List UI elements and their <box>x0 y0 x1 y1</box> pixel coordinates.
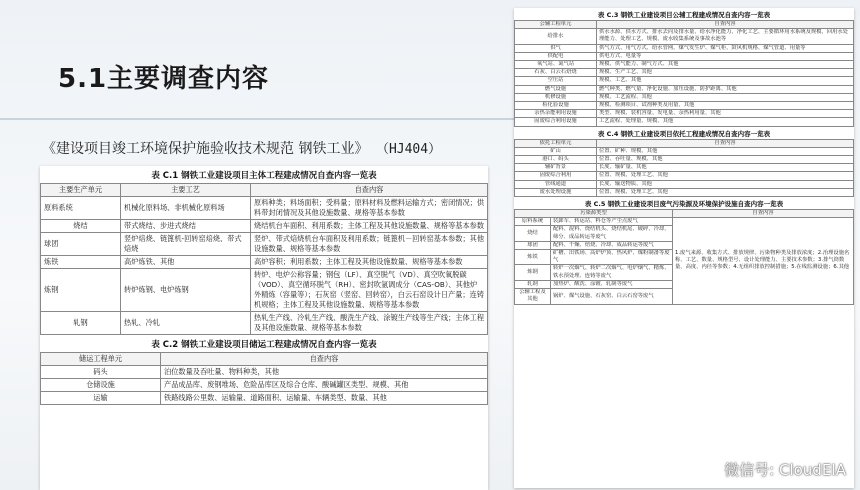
table-c1-caption: 表 C.1 钢铁工业建设项目主体工程建成情况自查内容一览表 <box>151 171 377 181</box>
common-content-cell: 1.废气来源、收集方式、排放规律、污染物种类及排放浓度；2.治理设施名称、工艺、数量、规格型号、设计处理能力、主要技术参数；3.排气筒数量、高度、内径等参数；4.无组织排放控制措施；5.在线监测设施；6.其他 <box>673 218 854 304</box>
table-row <box>41 312 488 335</box>
column-header: 自查内容 <box>161 353 488 366</box>
table-c2-caption: 表 C.2 钢铁工业建设项目储运工程建成情况自查内容一览表 <box>151 340 377 350</box>
table-cell: 供电方式、电量等 <box>597 52 854 60</box>
table-cell: 炼铁 <box>515 250 551 265</box>
table-cell: 机械化原料场、非机械化原料场 <box>121 197 251 220</box>
watermark <box>700 459 846 480</box>
standard-name: 《建设项目竣工环境保护施验收技术规范 钢铁工业》 <box>42 141 369 157</box>
table-cell: 锅炉、煤气设施、石灰窑、白云石窑等废气 <box>551 289 673 304</box>
table-row <box>515 52 854 60</box>
table-cell: 泊位数量及吞吐量、物料种类，其他 <box>161 366 488 379</box>
table-row <box>41 256 488 269</box>
table-cell: 炼钢 <box>41 269 121 312</box>
table-cell: 码头 <box>41 366 161 379</box>
table-cell: 供气 <box>515 44 597 52</box>
table-cell: 给排水 <box>515 29 597 44</box>
table-cell: 配料、干燥、焙烧、冷却、成品转运等废气 <box>551 241 673 249</box>
wechat-icon <box>700 462 718 478</box>
table-cell: 轧钢 <box>515 280 551 288</box>
column-header: 储运工程单元 <box>41 353 161 366</box>
table-cell: 转炉炼钢、电炉炼钢 <box>121 269 251 312</box>
table-row <box>515 69 854 77</box>
table-c2 <box>40 352 488 405</box>
column-header: 自查内容 <box>597 139 854 147</box>
table-row <box>515 164 854 172</box>
table-cell: 烧结 <box>515 226 551 241</box>
table-cell: 公辅工程及其他 <box>515 289 551 304</box>
table-cell: 固废综合利用 <box>515 172 597 180</box>
table-cell: 铁路线路公里数、运输量、道路面积、运输量、车辆类型、数量、其他 <box>161 392 488 405</box>
table-cell: 机修设施 <box>515 93 597 101</box>
table-cell: 港口、码头 <box>515 156 597 164</box>
table-row <box>515 172 854 180</box>
table-c3-caption: 表 C.3 钢铁工业建设项目公辅工程建成情况自查内容一览表 <box>597 11 771 19</box>
table-cell: 燃气种类、燃气量、净化设施、加压设施、防护距离、其他 <box>597 85 854 93</box>
table-cell: 热轧生产线、冷轧生产线、酸洗生产线、涂镀生产线等生产线；主体工程及其他设施数量、规格等基本参数 <box>251 312 488 335</box>
table-cell: 烧结 <box>41 220 121 233</box>
table-cell: 高炉炼铁、其他 <box>121 256 251 269</box>
table-cell: 矿槽、出铁场、高炉炉顶、热风炉、煤粉制备等废气 <box>551 250 673 265</box>
table-row <box>515 77 854 85</box>
table-cell: 管线通道 <box>515 180 597 188</box>
table-cell: 规模、生产工艺、其他 <box>597 69 854 77</box>
table-cell: 产品成品库、废钢堆场、危险品库区及综合仓库、酸碱罐区类型、规模、其他 <box>161 379 488 392</box>
table-cell: 运输 <box>41 392 161 405</box>
table-cell: 原料系统 <box>41 197 121 220</box>
table-cell: 固废综合利用设施 <box>515 118 597 126</box>
column-header: 自查内容 <box>597 21 854 29</box>
table-cell: 带式烧结、步进式烧结 <box>121 220 251 233</box>
table-c3 <box>514 20 854 127</box>
table-cell: 工艺流程、处理量、规模、其他 <box>597 118 854 126</box>
table-cell: 长度、输送物质、其他 <box>597 180 854 188</box>
standard-reference <box>42 138 441 158</box>
column-header: 污染源类型 <box>515 210 673 218</box>
table-cell: 仓储设施 <box>41 379 161 392</box>
table-row <box>515 118 854 126</box>
column-header: 公辅工程单元 <box>515 21 597 29</box>
table-cell: 辅矿背景 <box>515 164 597 172</box>
page-title: 5.1主要调查内容 <box>58 64 270 94</box>
table-cell: 燃气设施 <box>515 85 597 93</box>
table-cell: 供配电 <box>515 52 597 60</box>
table-row <box>515 156 854 164</box>
table-cell: 废水处理设施 <box>515 188 597 196</box>
table-cell: 炼铁 <box>41 256 121 269</box>
table-cell: 热轧、冷轧 <box>121 312 251 335</box>
column-header: 主要工艺 <box>121 184 251 197</box>
table-cell: 类型、规模、装机容量、发电量、余热利用量、其他 <box>597 110 854 118</box>
table-cell: 球团 <box>515 241 551 249</box>
document-right <box>514 8 854 488</box>
table-row <box>515 218 854 226</box>
table-row <box>41 233 488 256</box>
table-cell: 规模、工艺流程、其他 <box>597 93 854 101</box>
table-row <box>515 61 854 69</box>
table-cell: 装卸车、转运站、料仓等产尘点废气 <box>551 218 673 226</box>
table-cell: 规模、检测项目、试剂种类及用量、其他 <box>597 102 854 110</box>
table-cell: 转炉、电炉公称容量；钢包（LF）、真空脱气（VD）、真空吹氧脱碳（VOD）、真空循环脱气（RH）、密封吹氩调成分（CAS-OB）、其他炉外精炼（容量等）；石灰窑（竖窑、回转窑），白云石窑设计日产量；连铸机规格；主体工程及其他设施数量、规格等基本参数 <box>251 269 488 312</box>
table-row <box>41 392 488 405</box>
table-cell: 位置、吞吐量、规模、其他 <box>597 156 854 164</box>
table-cell: 矿山 <box>515 147 597 155</box>
watermark-text: 微信号: CloudEIA <box>724 461 846 479</box>
divider <box>0 118 520 120</box>
table-cell: 原料种类；料场面积；受料量；原料材料及燃料运输方式；密闭情况；供料带封闭情况及其他设施数量、规格等基本参数 <box>251 197 488 220</box>
table-row <box>515 102 854 110</box>
standard-code: （HJ404） <box>382 142 442 157</box>
table-row <box>515 44 854 52</box>
table-cell: 竖炉焙烧、链篦机-回转窑焙烧、带式焙烧 <box>121 233 251 256</box>
table-row <box>515 180 854 188</box>
table-cell: 长度、输矿量、其他 <box>597 164 854 172</box>
table-cell: 位置、矿种、规模、其他 <box>597 147 854 155</box>
table-row <box>515 29 854 44</box>
table-row <box>41 269 488 312</box>
table-c4 <box>514 139 854 197</box>
table-row <box>515 188 854 196</box>
table-cell: 供气方式、用气方式、给水管网、煤气发生炉、煤气柜、鼓风机规格、煤气管道、用量等 <box>597 44 854 52</box>
table-cell: 余热余能利用设施 <box>515 110 597 118</box>
table-row <box>515 93 854 101</box>
table-cell: 位置、规模、处理工艺、其他 <box>597 188 854 196</box>
table-cell: 位置、规模、处理工艺、其他 <box>597 172 854 180</box>
table-row <box>41 379 488 392</box>
table-cell: 检化验设施 <box>515 102 597 110</box>
table-c4-caption: 表 C.4 钢铁工业建设项目依托工程建成情况自查内容一览表 <box>597 129 771 138</box>
table-c1 <box>40 183 488 335</box>
table-row <box>41 197 488 220</box>
table-c5 <box>514 209 854 304</box>
table-cell: 规模、工艺、其他 <box>597 77 854 85</box>
table-cell: 石灰、白云石焙烧 <box>515 69 597 77</box>
table-row <box>515 147 854 155</box>
table-cell: 炼钢 <box>515 265 551 280</box>
column-header: 主要生产单元 <box>41 184 121 197</box>
table-cell: 供水水源、供水方式、排水去向及排水量、给水净化能力、净化工艺、主要循环用水系统及规模、回用水处理能力、处理工艺、规模、废水收集系统及事故水池等 <box>597 29 854 44</box>
column-header: 依托工程单元 <box>515 139 597 147</box>
table-cell: 空压站 <box>515 77 597 85</box>
table-cell: 配料、混料、烧结机头、烧结机尾、破碎、冷却、筛分、成品转运等废气 <box>551 226 673 241</box>
table-cell: 竖炉、带式焙烧机台车面积及利用系数；链篦机－回转窑基本参数；其他设施数量、规格等基本参数 <box>251 233 488 256</box>
table-row <box>41 220 488 233</box>
table-c5-caption: 表 C.5 钢铁工业建设项目废气污染源及环境保护设施自查内容一览表 <box>584 200 784 209</box>
table-row <box>41 366 488 379</box>
column-header: 自查内容 <box>251 184 488 197</box>
table-cell: 高炉容积；利用系数；主体工程及其他设施数量、规格等基本参数 <box>251 256 488 269</box>
table-cell: 轧钢 <box>41 312 121 335</box>
table-cell: 规模、供气能力、制气方式、其他 <box>597 61 854 69</box>
table-cell: 球团 <box>41 233 121 256</box>
table-cell: 烧结机台车面积、利用系数；主体工程及其他设施数量、规格等基本参数 <box>251 220 488 233</box>
table-row <box>515 85 854 93</box>
table-row <box>515 110 854 118</box>
table-cell: 加热炉、酸洗、涂镀、轧制等废气 <box>551 280 673 288</box>
table-cell: 原料系统 <box>515 218 551 226</box>
table-cell: 转炉一次烟气、转炉二次烟气、电炉烟气、精炼、铁水预处理、连铸等废气 <box>551 265 673 280</box>
document-left <box>40 166 488 490</box>
table-cell: 氧气站、氮气站 <box>515 61 597 69</box>
column-header: 自查内容 <box>673 210 854 218</box>
